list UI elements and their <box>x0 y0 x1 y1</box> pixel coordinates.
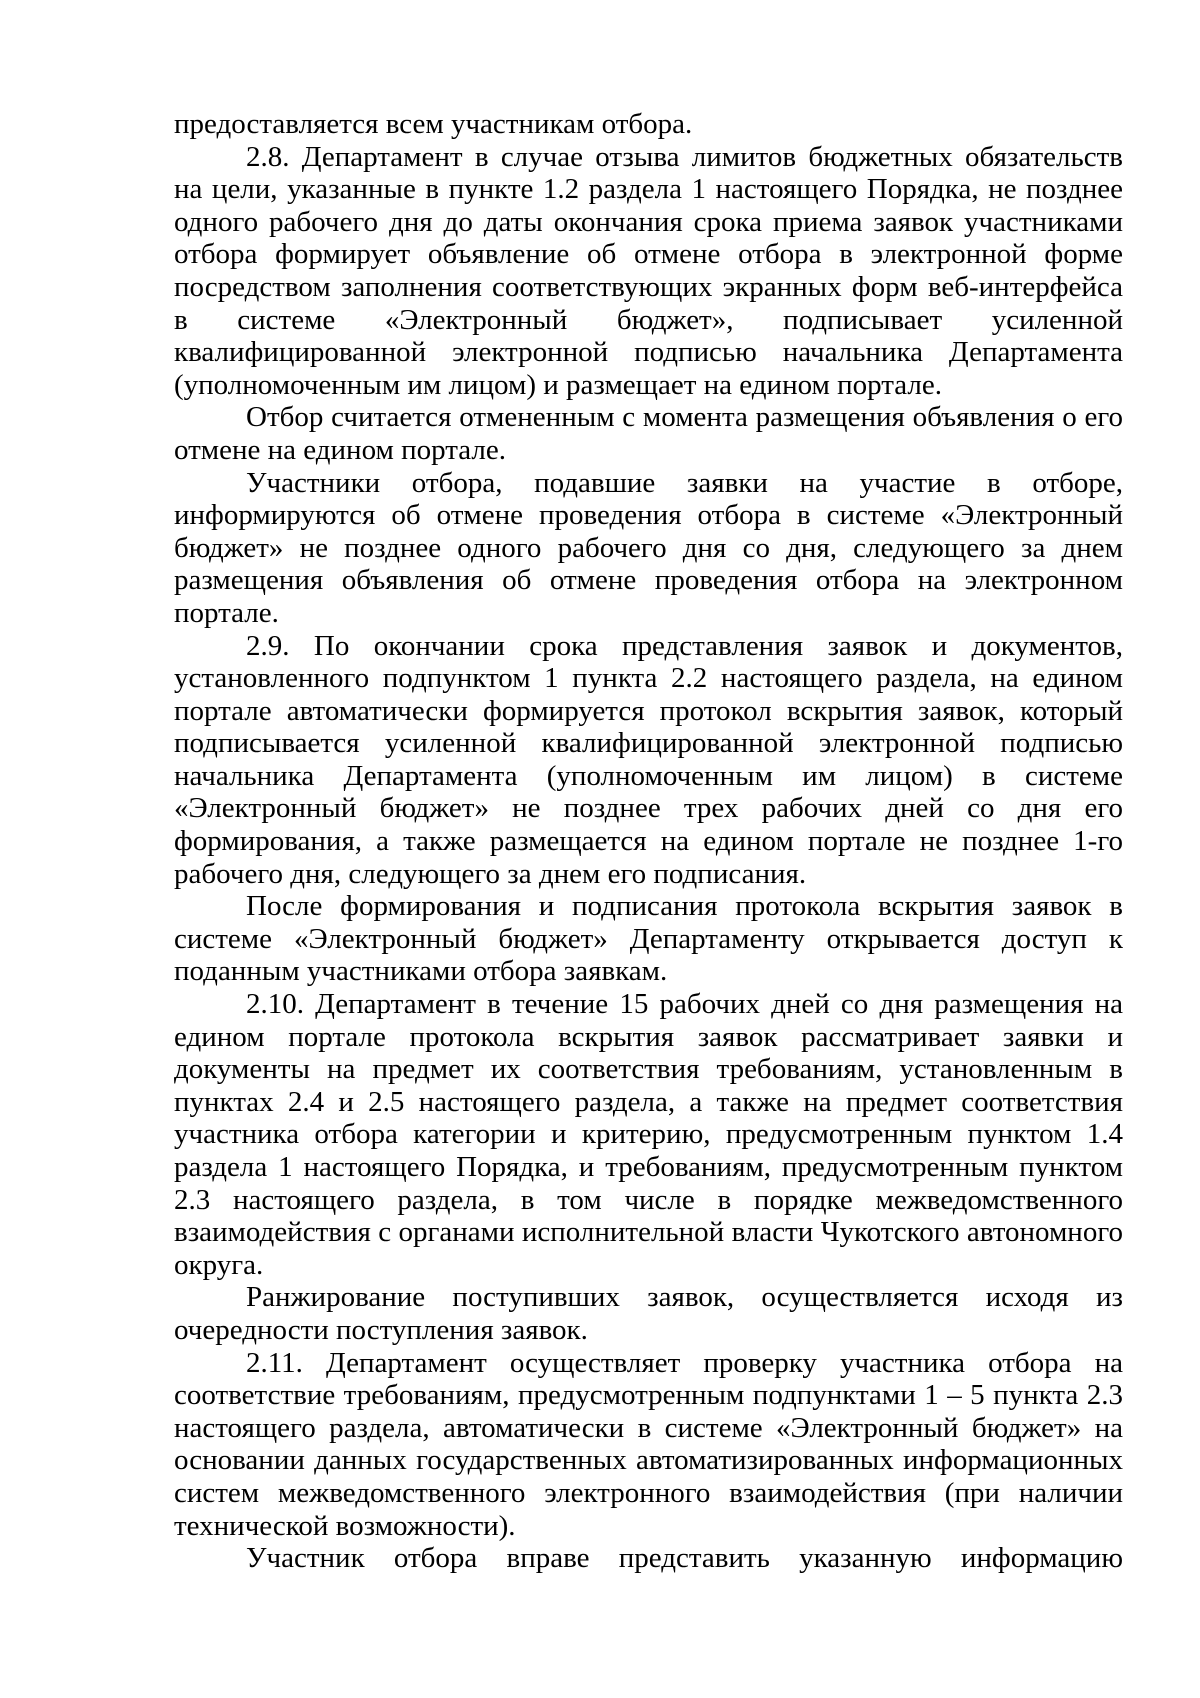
paragraph-2-10: 2.10. Департамент в течение 15 рабочих дней со дня размещения на едином портале протокола вскрытия заявок рассматривает заявки и документы на предмет их соответствия требованиям, установленным в пунктах 2.4 и 2.5 настоящего раздела, а также на предмет соответствия участника отбора категории и критерию, предусмотренным пунктом 1.4 раздела 1 настоящего Порядка, и требованиям, предусмотренным пунктом 2.3 настоящего раздела, в том числе в порядке межведомственного взаимодействия с органами исполнительной власти Чукотского автономного округа. <box>174 988 1123 1281</box>
paragraph-access-opened: После формирования и подписания протокола вскрытия заявок в системе «Электронный бюджет» Департаменту открывается доступ к поданным участниками отбора заявкам. <box>174 890 1123 988</box>
document-page <box>174 108 1123 1575</box>
paragraph-2-8: 2.8. Департамент в случае отзыва лимитов бюджетных обязательств на цели, указанные в пункте 1.2 раздела 1 настоящего Порядка, не позднее одного рабочего дня до даты окончания срока приема заявок участниками отбора формирует объявление об отмене отбора в электронной форме посредством заполнения соответствующих экранных форм веб-интерфейса в системе «Электронный бюджет», подписывает усиленной квалифицированной электронной подписью начальника Департамента (уполномоченным им лицом) и размещает на едином портале. <box>174 140 1123 401</box>
paragraph-continuation: предоставляется всем участникам отбора. <box>174 108 693 140</box>
paragraph-selection-cancelled: Отбор считается отмененным с момента размещения объявления о его отмене на едином портале. <box>174 401 1123 466</box>
paragraph-ranking: Ранжирование поступивших заявок, осуществляется исходя из очередности поступления заявок. <box>174 1281 1123 1346</box>
paragraph-2-9: 2.9. По окончании срока представления заявок и документов, установленного подпунктом 1 пункта 2.2 настоящего раздела, на едином портале автоматически формируется протокол вскрытия заявок, который подписывается усиленной квалифицированной электронной подписью начальника Департамента (уполномоченным им лицом) в системе «Электронный бюджет» не позднее трех рабочих дней со дня его формирования, а также размещается на едином портале не позднее 1-го рабочего дня, следующего за днем его подписания. <box>174 629 1123 890</box>
paragraph-2-11: 2.11. Департамент осуществляет проверку участника отбора на соответствие требованиям, предусмотренным подпунктами 1 – 5 пункта 2.3 настоящего раздела, автоматически в системе «Электронный бюджет» на основании данных государственных автоматизированных информационных систем межведомственного электронного взаимодействия (при наличии технической возможности). <box>174 1346 1123 1542</box>
paragraph-participants-informed: Участники отбора, подавшие заявки на участие в отборе, информируются об отмене проведения отбора в системе «Электронный бюджет» не позднее одного рабочего дня со дня, следующего за днем размещения объявления об отмене проведения отбора на электронном портале. <box>174 466 1123 629</box>
paragraph-participant-may-submit: Участник отбора вправе представить указанную информацию <box>246 1542 1123 1575</box>
